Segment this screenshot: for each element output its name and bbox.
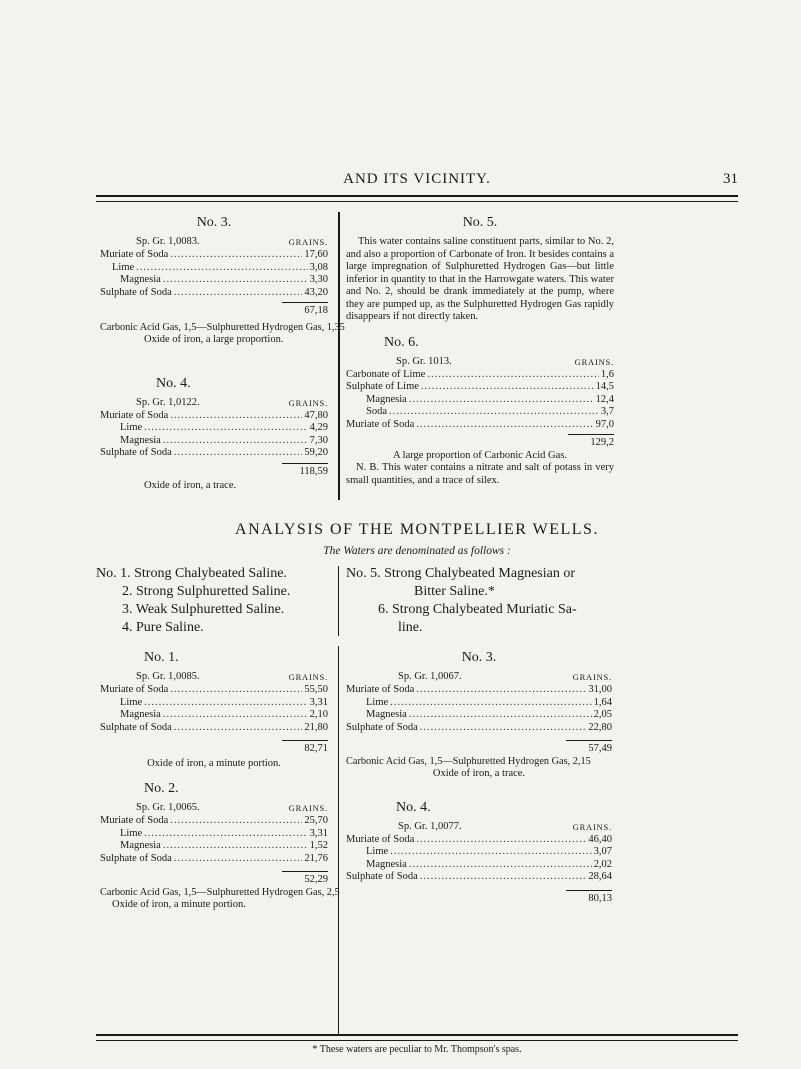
table-row xyxy=(100,684,328,697)
gas-note: Carbonic Acid Gas, 1,5—Sulphuretted Hydrogen Gas, 1,35 xyxy=(100,321,345,333)
total-value: 67,18 xyxy=(282,302,328,318)
row-value: 1,64 xyxy=(593,696,612,708)
iron-note: Oxide of iron, a large proportion. xyxy=(144,334,284,345)
specific-gravity: Sp. Gr. 1,0083. xyxy=(136,236,200,247)
row-name: Lime xyxy=(366,846,389,857)
row-value: 1,6 xyxy=(600,368,614,380)
row-value: 2,05 xyxy=(593,709,612,720)
footnote: * These waters are peculiar to Mr. Thompson's spas. xyxy=(312,1044,522,1055)
nb-note: N. B. This water contains a nitrate and salt of potass in very small quantities, and a trace of silex. xyxy=(346,462,614,486)
row-value: 46,40 xyxy=(588,833,612,845)
row-value: 21,76 xyxy=(304,852,328,864)
row-name: Magnesia xyxy=(366,709,407,720)
list-item: No. 5. Strong Chalybeated Magnesian or xyxy=(346,566,576,581)
list-item: 4. Pure Saline. xyxy=(122,620,204,635)
table-row xyxy=(346,859,612,872)
specific-gravity: Sp. Gr. 1,0122. xyxy=(136,396,200,408)
wells-list-right xyxy=(346,565,646,637)
row-name: Muriate of Soda xyxy=(100,249,169,260)
row-value: 47,80 xyxy=(304,409,328,421)
table-row xyxy=(346,722,612,735)
top-column-divider xyxy=(338,212,340,500)
row-name: Muriate of Soda xyxy=(346,684,415,695)
row-name: Magnesia xyxy=(120,434,161,446)
iron-note: Oxide of iron, a trace. xyxy=(144,480,237,491)
row-name: Muriate of Soda xyxy=(100,684,169,695)
wells-list-left xyxy=(96,565,336,637)
row-name: Muriate of Soda xyxy=(100,409,169,421)
grains-label: GRAINS. xyxy=(572,672,612,682)
row-name: Lime xyxy=(112,261,135,273)
row-value: 7,30 xyxy=(309,434,328,446)
gas-note: Carbonic Acid Gas, 1,5—Sulphuretted Hydrogen Gas, 2,15 xyxy=(346,755,591,767)
table-row xyxy=(100,422,328,435)
page-number: 31 xyxy=(723,171,738,187)
row-name: Carbonate of Lime xyxy=(346,368,426,380)
gas-note: A large proportion of Carbonic Acid Gas. xyxy=(393,449,567,461)
table-row xyxy=(100,828,328,841)
row-name: Muriate of Soda xyxy=(346,833,415,845)
bottom-no2-sp-row xyxy=(100,802,328,815)
gas-note: Carbonic Acid Gas, 1,5—Sulphuretted Hydrogen Gas, 2,5 xyxy=(100,886,340,898)
table-row xyxy=(100,287,328,300)
table-row xyxy=(100,435,328,448)
table-row xyxy=(346,846,612,859)
grains-label: GRAINS. xyxy=(572,821,612,832)
row-name: Muriate of Soda xyxy=(100,815,169,826)
table-row xyxy=(346,406,614,419)
bottom-no1-sp-row xyxy=(100,671,328,684)
table-row xyxy=(346,709,612,722)
table-row xyxy=(346,684,612,697)
row-value: 59,20 xyxy=(304,447,328,458)
row-value: 21,80 xyxy=(304,721,328,733)
top-no6-sp-row xyxy=(346,356,614,369)
top-no6-title: No. 6. xyxy=(384,334,419,350)
top-no4-title: No. 4. xyxy=(156,375,191,391)
row-name: Sulphate of Soda xyxy=(346,721,418,733)
specific-gravity: Sp. Gr. 1,0067. xyxy=(398,671,462,682)
bottom-column-divider xyxy=(338,646,339,1034)
grains-label: GRAINS. xyxy=(288,397,328,408)
iron-note: Oxide of iron, a minute portion. xyxy=(147,757,281,769)
list-item: line. xyxy=(398,620,423,635)
total-line xyxy=(346,434,614,450)
row-name: Sulphate of Soda xyxy=(100,852,172,864)
table-row xyxy=(346,697,612,710)
analysis-title: ANALYSIS OF THE MONTPELLIER WELLS. xyxy=(235,521,599,538)
specific-gravity: Sp. Gr. 1,0065. xyxy=(136,802,200,813)
row-value: 3,30 xyxy=(309,274,328,285)
row-value: 25,70 xyxy=(304,815,328,826)
table-row xyxy=(100,853,328,866)
grains-label: GRAINS. xyxy=(288,803,328,813)
table-row xyxy=(346,369,614,382)
iron-note: Oxide of iron, a minute portion. xyxy=(112,899,246,910)
table-row xyxy=(346,834,612,847)
total-value: 80,13 xyxy=(566,890,612,906)
running-head xyxy=(96,171,738,193)
running-title: AND ITS VICINITY. xyxy=(343,171,491,187)
bottom-no4-sp-row xyxy=(346,821,612,834)
row-name: Lime xyxy=(120,696,143,708)
table-row xyxy=(346,419,614,432)
row-value: 55,50 xyxy=(304,684,328,695)
row-name: Magnesia xyxy=(120,840,161,851)
no5-description: This water contains saline constituent parts, similar to No. 2, and also a proportion of Carbonate of Iron. It besides contains a large impregnation of Sulphuretted Hydrogen Gas—but little inferior in quantity to that in the Harrowgate waters. This water and No. 2, should be drank immediately at the pump, where they are pumped up, as the Sulphuretted Hydrogen Gas rapidly disappears if not directly taken. xyxy=(346,236,614,322)
total-value: 57,49 xyxy=(566,740,612,756)
bottom-no3-title: No. 3. xyxy=(461,650,497,665)
row-value: 12,4 xyxy=(595,393,614,405)
row-name: Sulphate of Soda xyxy=(100,721,172,733)
table-row xyxy=(346,394,614,407)
row-name: Lime xyxy=(366,696,389,708)
row-value: 3,08 xyxy=(309,261,328,273)
bottom-no3-sp-row xyxy=(346,671,612,684)
total-line xyxy=(346,740,612,756)
total-value: 82,71 xyxy=(282,740,328,756)
row-name: Sulphate of Soda xyxy=(100,447,172,458)
table-row xyxy=(346,871,612,884)
row-value: 97,0 xyxy=(595,418,614,430)
grains-label: GRAINS. xyxy=(288,672,328,682)
list-item: 2. Strong Sulphuretted Saline. xyxy=(122,584,291,599)
total-value: 52,29 xyxy=(282,871,328,887)
bottom-no1-title: No. 1. xyxy=(144,650,179,665)
grains-label: GRAINS. xyxy=(574,356,614,367)
row-name: Magnesia xyxy=(120,274,161,285)
top-no5-title: No. 5. xyxy=(462,215,498,230)
bottom-rule xyxy=(96,1034,738,1041)
total-line xyxy=(346,890,612,906)
table-row xyxy=(100,709,328,722)
table-row xyxy=(100,840,328,853)
row-value: 2,10 xyxy=(309,709,328,720)
specific-gravity: Sp. Gr. 1013. xyxy=(396,355,452,367)
iron-note: Oxide of iron, a trace. xyxy=(432,768,526,779)
list-item: Bitter Saline.* xyxy=(414,584,495,599)
row-value: 28,64 xyxy=(588,871,612,882)
top-no3-sp-row xyxy=(100,236,328,249)
table-row xyxy=(100,815,328,828)
top-no3-title: No. 3. xyxy=(196,215,232,230)
specific-gravity: Sp. Gr. 1,0085. xyxy=(136,671,200,682)
table-row xyxy=(100,262,328,275)
row-name: Sulphate of Lime xyxy=(346,381,419,392)
bottom-right-column xyxy=(346,649,612,905)
table-row xyxy=(100,447,328,460)
row-value: 3,31 xyxy=(309,696,328,708)
table-row xyxy=(100,274,328,287)
total-line xyxy=(100,463,328,479)
specific-gravity: Sp. Gr. 1,0077. xyxy=(398,820,462,832)
top-right-column xyxy=(346,214,614,487)
row-name: Lime xyxy=(120,827,143,839)
row-value: 31,00 xyxy=(588,684,612,695)
list-item: 6. Strong Chalybeated Muriatic Sa- xyxy=(378,602,577,617)
list-item: 3. Weak Sulphuretted Saline. xyxy=(122,602,285,617)
header-rule xyxy=(96,195,738,202)
row-value: 17,60 xyxy=(304,249,328,260)
row-value: 43,20 xyxy=(304,286,328,298)
table-row xyxy=(346,381,614,394)
top-no4-sp-row xyxy=(100,397,328,410)
total-line xyxy=(100,871,328,887)
row-name: Magnesia xyxy=(120,709,161,720)
row-value: 14,5 xyxy=(595,381,614,392)
bottom-left-column xyxy=(100,649,340,912)
bottom-no4-title: No. 4. xyxy=(396,799,431,815)
table-row xyxy=(100,249,328,262)
row-name: Muriate of Soda xyxy=(346,418,415,430)
total-line xyxy=(100,740,328,756)
total-line xyxy=(100,302,328,318)
top-left-column xyxy=(100,214,345,493)
total-value: 129,2 xyxy=(568,434,614,450)
row-value: 1,52 xyxy=(309,840,328,851)
grains-label: GRAINS. xyxy=(288,237,328,247)
table-row xyxy=(100,410,328,423)
analysis-subtitle: The Waters are denominated as follows : xyxy=(323,545,511,557)
table-row xyxy=(100,722,328,735)
row-name: Lime xyxy=(120,422,143,433)
row-value: 3,31 xyxy=(309,827,328,839)
row-value: 3,7 xyxy=(600,406,614,417)
total-value: 118,59 xyxy=(282,463,328,479)
row-name: Sulphate of Soda xyxy=(100,286,172,298)
row-value: 2,02 xyxy=(593,858,612,870)
row-name: Sulphate of Soda xyxy=(346,871,418,882)
row-value: 4,29 xyxy=(309,422,328,433)
row-name: Magnesia xyxy=(366,858,407,870)
list-divider xyxy=(338,566,339,636)
table-row xyxy=(100,697,328,710)
row-value: 22,80 xyxy=(588,721,612,733)
row-value: 3,07 xyxy=(593,846,612,857)
row-name: Magnesia xyxy=(366,393,407,405)
bottom-no2-title: No. 2. xyxy=(144,781,179,796)
list-item: No. 1. Strong Chalybeated Saline. xyxy=(96,566,287,581)
row-name: Soda xyxy=(366,406,387,417)
